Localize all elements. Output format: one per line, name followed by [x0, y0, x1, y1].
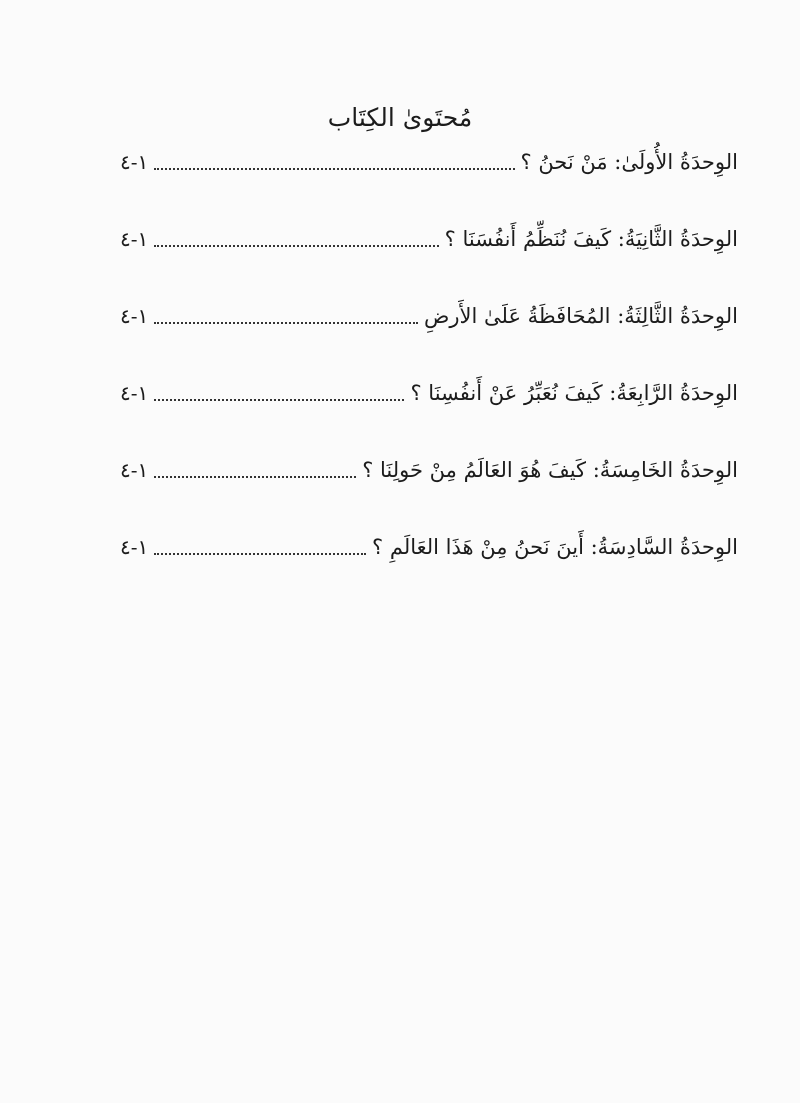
toc-entry-pages: ١-٤: [120, 535, 149, 559]
toc-entry-pages: ١-٤: [120, 227, 149, 251]
dot-leader: [154, 553, 366, 555]
toc-entry-title: الوِحدَةُ الرَّابِعَةُ: كَيفَ نُعَبِّرُ عَنْ أَنفُسِنَا ؟: [410, 381, 738, 405]
toc-entry-pages: ١-٤: [120, 150, 149, 174]
toc-entry-5: [120, 448, 738, 488]
toc-entry-1: [120, 140, 738, 180]
dot-leader: [154, 399, 404, 401]
toc-entry-2: [120, 217, 738, 257]
toc-entry-pages: ١-٤: [120, 304, 149, 328]
dot-leader: [154, 168, 514, 170]
page-title: مُحتَوىٰ الكِتَاب: [327, 103, 473, 132]
toc-entry-title: الوِحدَةُ الخَامِسَةُ: كَيفَ هُوَ العَالَمُ مِنْ حَولِنَا ؟: [362, 458, 738, 482]
toc-entry-title: الوِحدَةُ السَّادِسَةُ: أَينَ نَحنُ مِنْ هَذَا العَالَمِ ؟: [372, 535, 738, 559]
dot-leader: [154, 476, 356, 478]
toc-entry-title: الوِحدَةُ الأُولَىٰ: مَنْ نَحنُ ؟: [520, 150, 738, 174]
toc-entry-3: [120, 294, 738, 334]
toc-entry-4: [120, 371, 738, 411]
dot-leader: [154, 245, 438, 247]
toc-entry-title: الوِحدَةُ الثَّانِيَةُ: كَيفَ نُنَظِّمُ أَنفُسَنَا ؟: [444, 227, 738, 251]
toc-entry-title: الوِحدَةُ الثَّالِثَةُ: المُحَافَظَةُ عَلَىٰ الأَرضِ: [423, 304, 738, 328]
toc-entry-pages: ١-٤: [120, 381, 149, 405]
dot-leader: [154, 322, 418, 324]
toc-entry-pages: ١-٤: [120, 458, 149, 482]
toc-entry-6: [120, 525, 738, 565]
